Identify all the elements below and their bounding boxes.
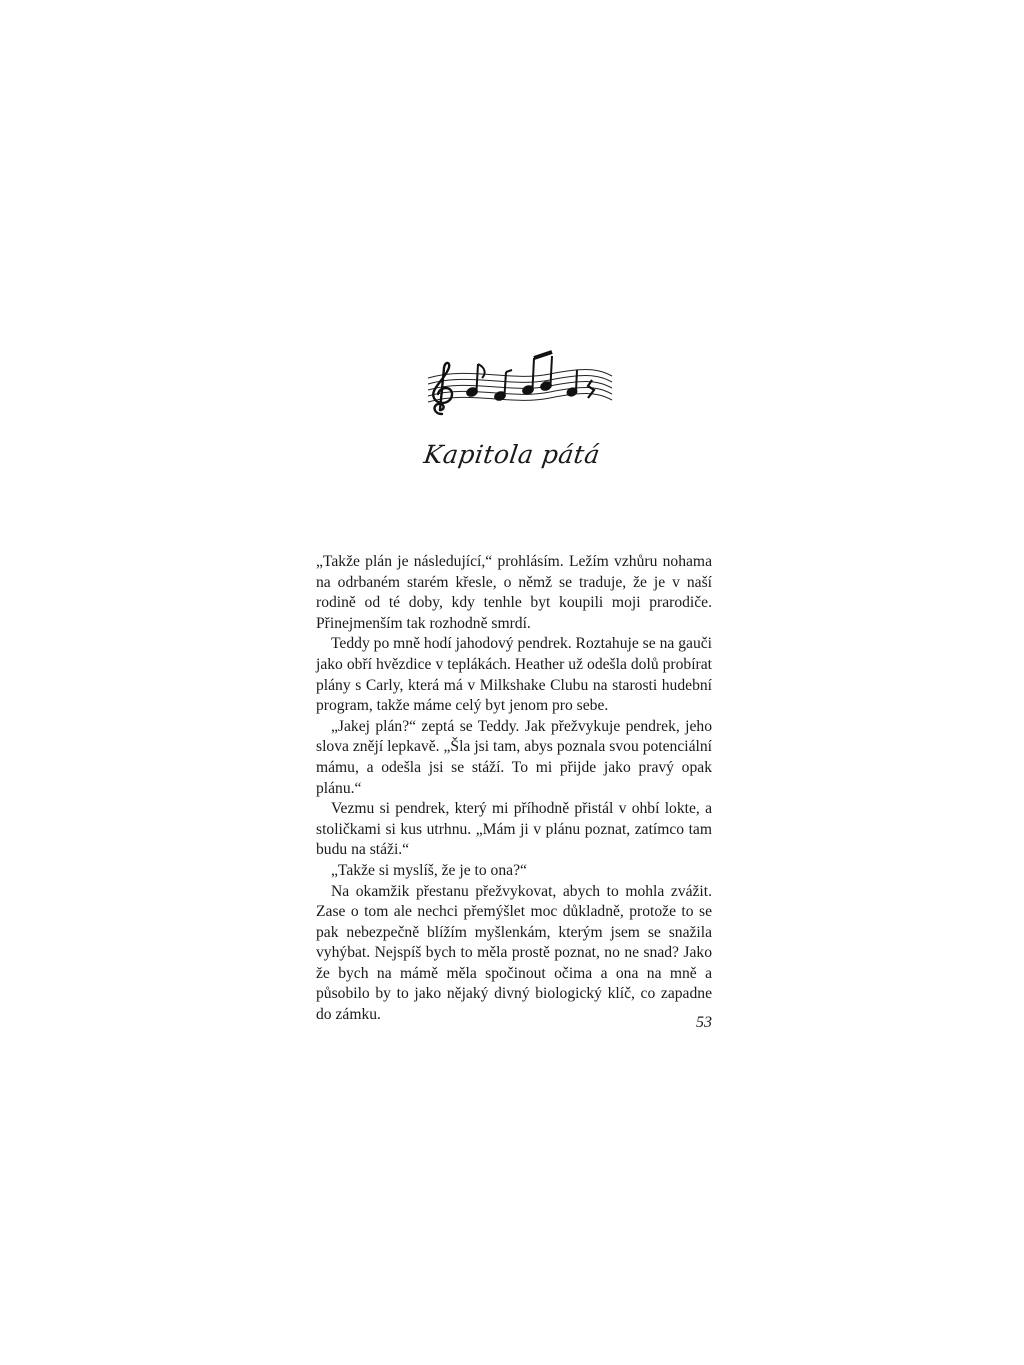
paragraph: Teddy po mně hodí jahodový pendrek. Roztahuje se na gauči jako obří hvězdice v teplákách. Heather už odešla dolů probírat plány s Carly, která má v Milkshake Clubu na starosti hudební program, takže máme celý byt jenom pro sebe. [316, 635, 712, 715]
paragraph: „Takže si myslíš, že je to ona?“ [331, 861, 527, 879]
paragraph: „Takže plán je následující,“ prohlásím. Ležím vzhůru nohama na odrbaném starém křesle, o němž se traduje, že je v naší rodině od té doby, kdy tenhle byt koupili moji prarodiče. Přinejmenším tak rozhodně smrdí. [316, 553, 712, 632]
chapter-title: Kapitola pátá [422, 440, 602, 469]
music-staff-notes-icon [420, 348, 616, 424]
chapter-body-text [316, 552, 712, 1026]
paragraph: Vezmu si pendrek, který mi příhodně přistál v ohbí lokte, a stoličkami si kus utrhnu. „Mám ji v plánu poznat, zatímco tam budu na stáži.“ [316, 800, 712, 859]
paragraph: Na okamžik přestanu přežvykovat, abych to mohla zvážit. Zase o tom ale nechci přemýšlet moc důkladně, protože to se pak nebezpečně blížím myšlenkám, kterým jsem se snažila vyhýbat. Nejspíš bych to měla prostě poznat, no ne snad? Jako že bych na mámě měla spočinout očima a ona na mně a působilo by to jako nějaký divný biologický klíč, co zapadne do zámku. [316, 882, 712, 1024]
page-number: 53 [696, 1014, 712, 1031]
paragraph: „Jakej plán?“ zeptá se Teddy. Jak přežvykuje pendrek, jeho slova znějí lepkavě. „Šla jsi tam, abys poznala svou potenciální mámu, a odešla jsi se stáží. To mi přijde jako pravý opak plánu.“ [316, 717, 712, 797]
